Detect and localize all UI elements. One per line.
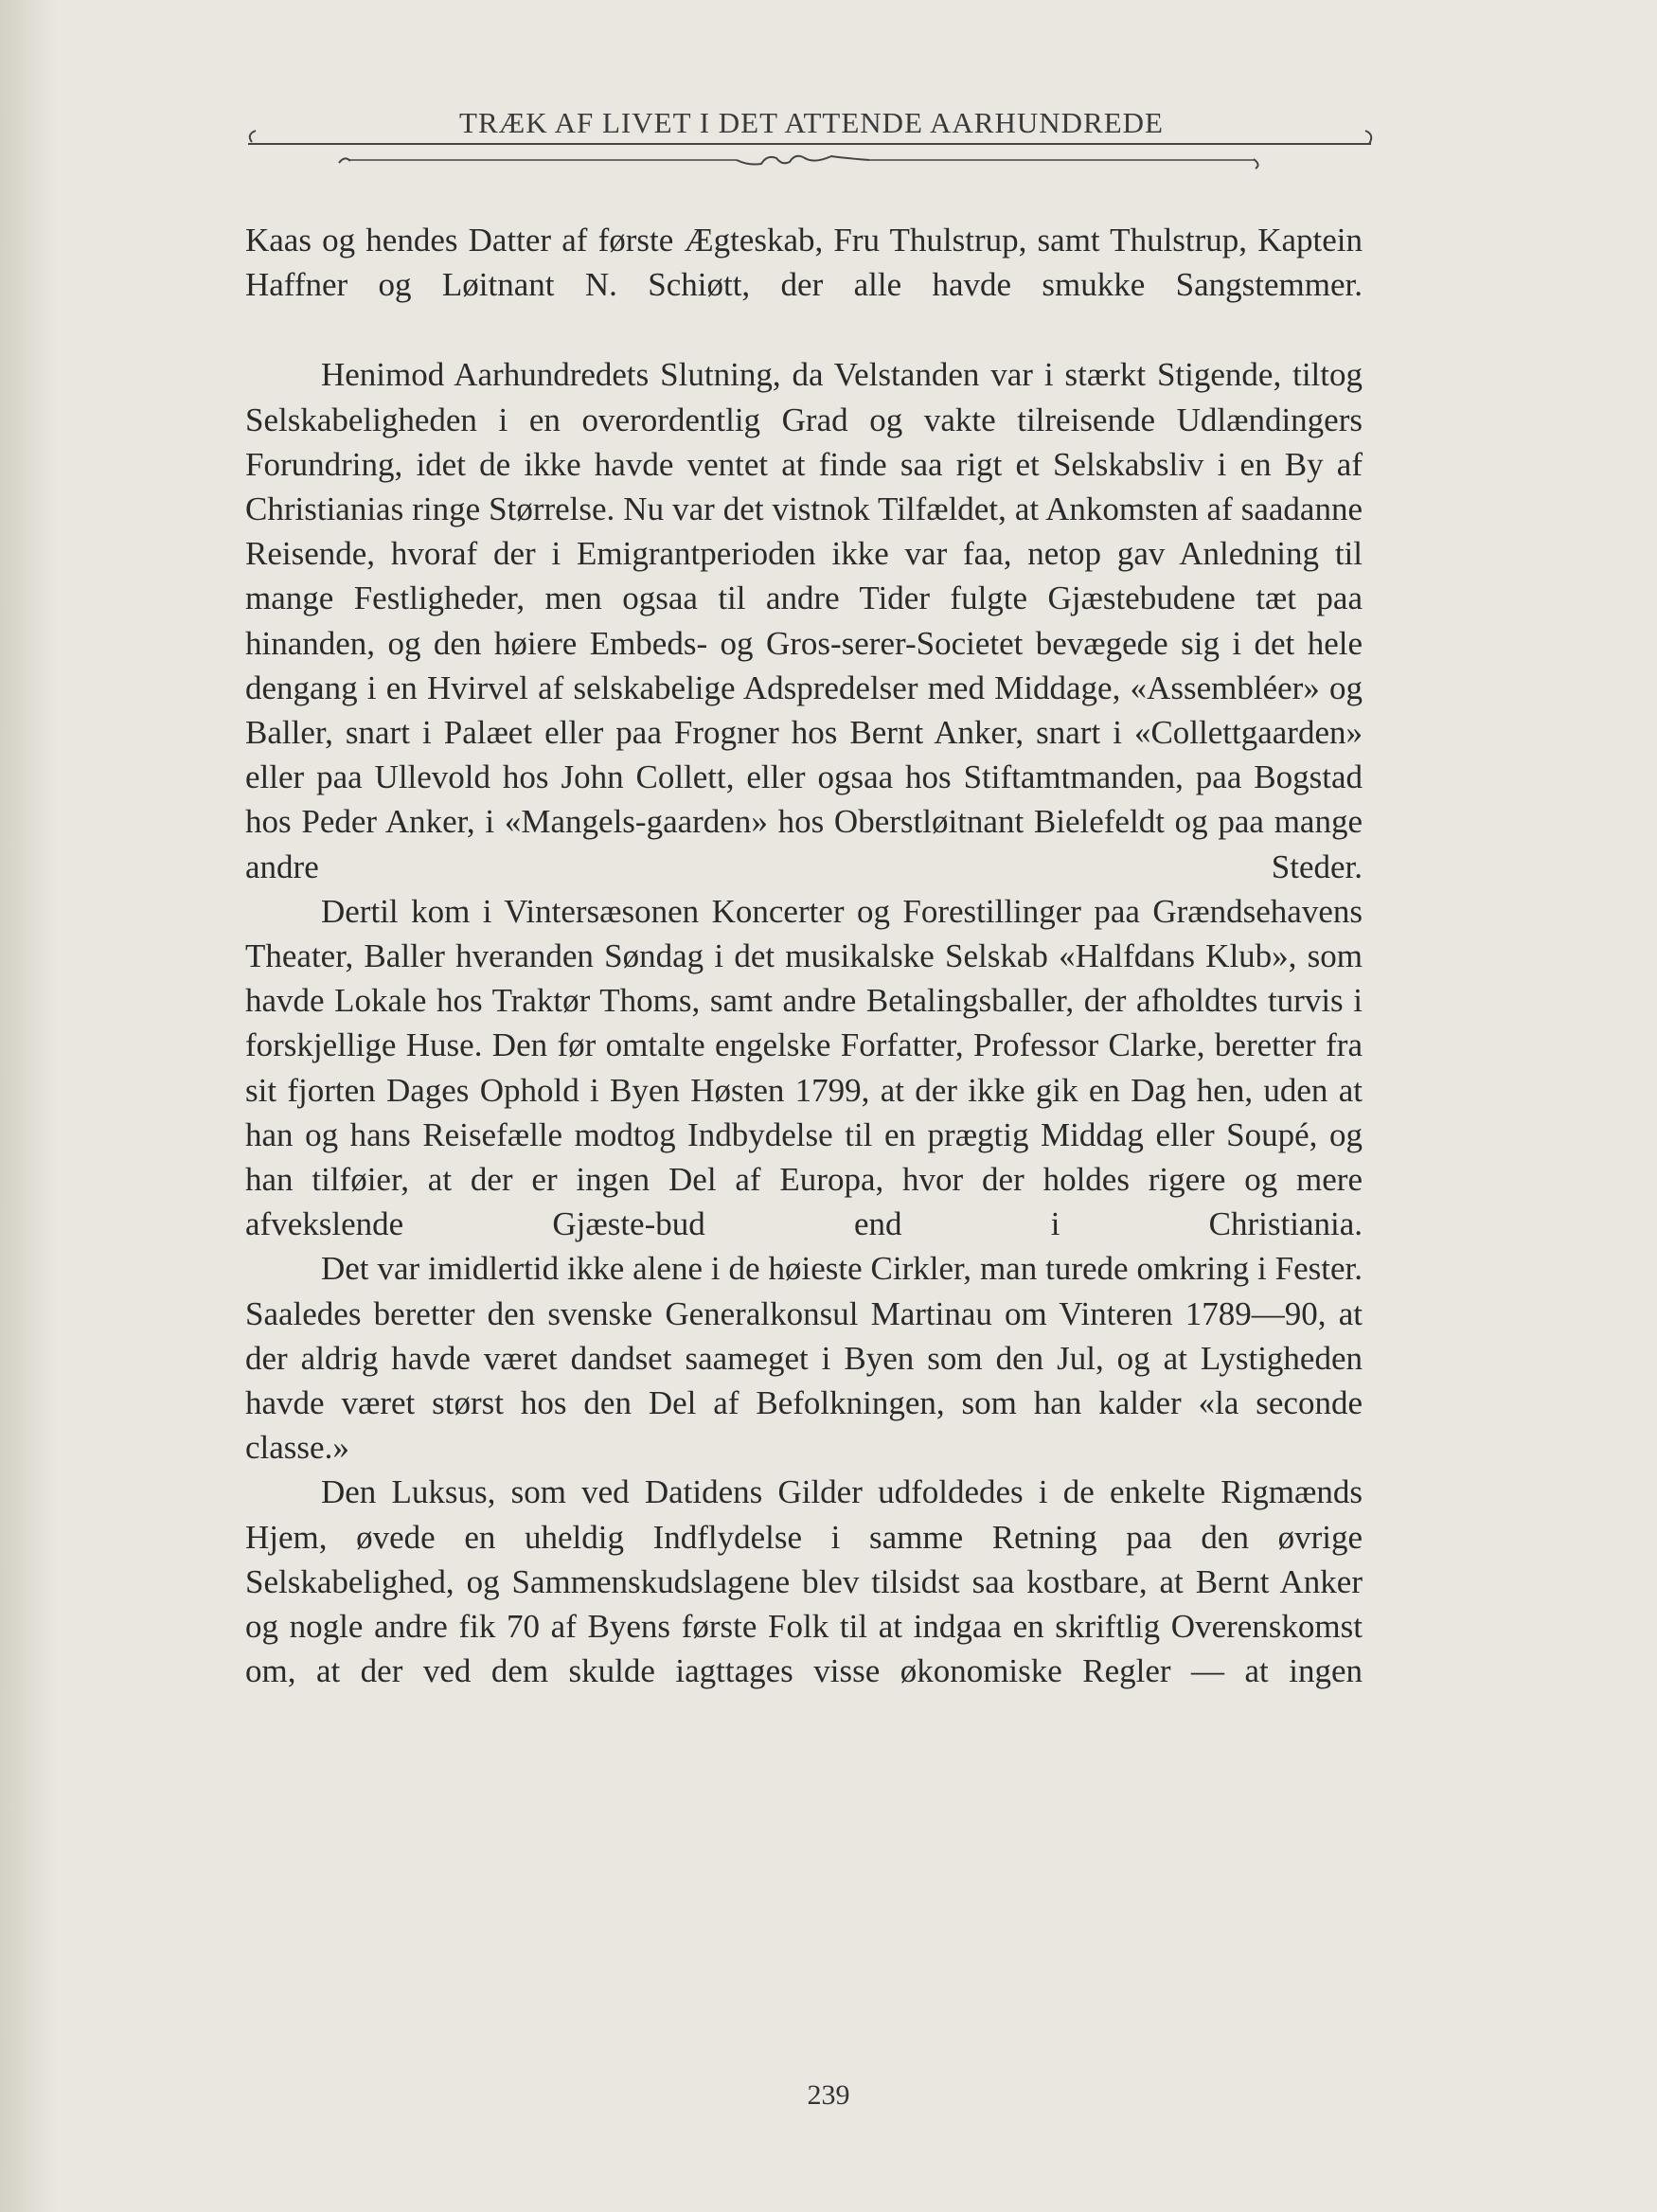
- running-header: [244, 106, 1379, 182]
- running-header-title: TRÆK AF LIVET I DET ATTENDE AARHUNDREDE: [459, 106, 1164, 139]
- paragraph-3: Dertil kom i Vintersæsonen Koncerter og Forestillinger paa Grændsehavens Theater, Baller hveranden Søndag i det musikalske Selskab «Halfdans Klub», som havde Lokale hos Traktør Thoms, samt andre Betalingsballer, der afholdtes turvis i forskjellige Huse. Den før omtalte engelske Forfatter, Professor Clarke, beretter fra sit fjorten Dages Ophold i Byen Høsten 1799, at der ikke gik en Dag hen, uden at han og hans Reisefælle modtog Indbydelse til en prægtig Middag eller Soupé, og han tilføier, at der er ingen Del af Europa, hvor der holdes rigere og mere afvekslende Gjæste-bud end i Christiania.: [245, 892, 1363, 1243]
- page-edge-shadow: [0, 0, 57, 2212]
- body-text: [245, 218, 1363, 1694]
- paragraph-1: Kaas og hendes Datter af første Ægteskab, Fru Thulstrup, samt Thulstrup, Kaptein Haffner og Løitnant N. Schiøtt, der alle havde smukke Sangstemmer.: [245, 222, 1363, 304]
- paragraph-5: Den Luksus, som ved Datidens Gilder udfoldedes i de enkelte Rigmænds Hjem, øvede en uheldig Indflydelse i samme Retning paa den øvrige Selskabelighed, og Sammenskudslagene blev tilsidst saa kostbare, at Bernt Anker og nogle andre fik 70 af Byens første Folk til at indgaa en skriftlig Overenskomst om, at der ved dem skulde iagttages visse økonomiske Regler — at ingen: [245, 1473, 1363, 1690]
- paragraph-gap: [245, 307, 1363, 352]
- paragraph-4: Det var imidlertid ikke alene i de høieste Cirkler, man turede omkring i Fester. Saaledes beretter den svenske Generalkonsul Martinau om Vinteren 1789—90, at der aldrig havde været dandset saameget i Byen som den Jul, og at Lystigheden havde været størst hos den Del af Befolkningen, som han kalder «la seconde classe.»: [245, 1250, 1363, 1467]
- page-number: 239: [807, 2079, 850, 2111]
- paragraph-2: Henimod Aarhundredets Slutning, da Velstanden var i stærkt Stigende, tiltog Selskabeligheden i en overordentlig Grad og vakte tilreisende Udlændingers Forundring, idet de ikke havde ventet at finde saa rigt et Selskabsliv i en By af Christianias ringe Størrelse. Nu var det vistnok Tilfældet, at Ankomsten af saadanne Reisende, hvoraf der i Emigrantperioden ikke var faa, netop gav Anledning til mange Festligheder, men ogsaa til andre Tider fulgte Gjæstebudene tæt paa hinanden, og den høiere Embeds- og Gros-serer-Societet bevægede sig i det hele dengang i en Hvirvel af selskabelige Adspredelser med Middage, «Assembléer» og Baller, snart i Palæet eller paa Frogner hos Bernt Anker, snart i «Collettgaarden» eller paa Ullevold hos John Collett, eller ogsaa hos Stiftamtmanden, paa Bogstad hos Peder Anker, i «Mangels-gaarden» hos Oberstløitnant Bielefeldt og paa mange andre Steder.: [245, 356, 1363, 885]
